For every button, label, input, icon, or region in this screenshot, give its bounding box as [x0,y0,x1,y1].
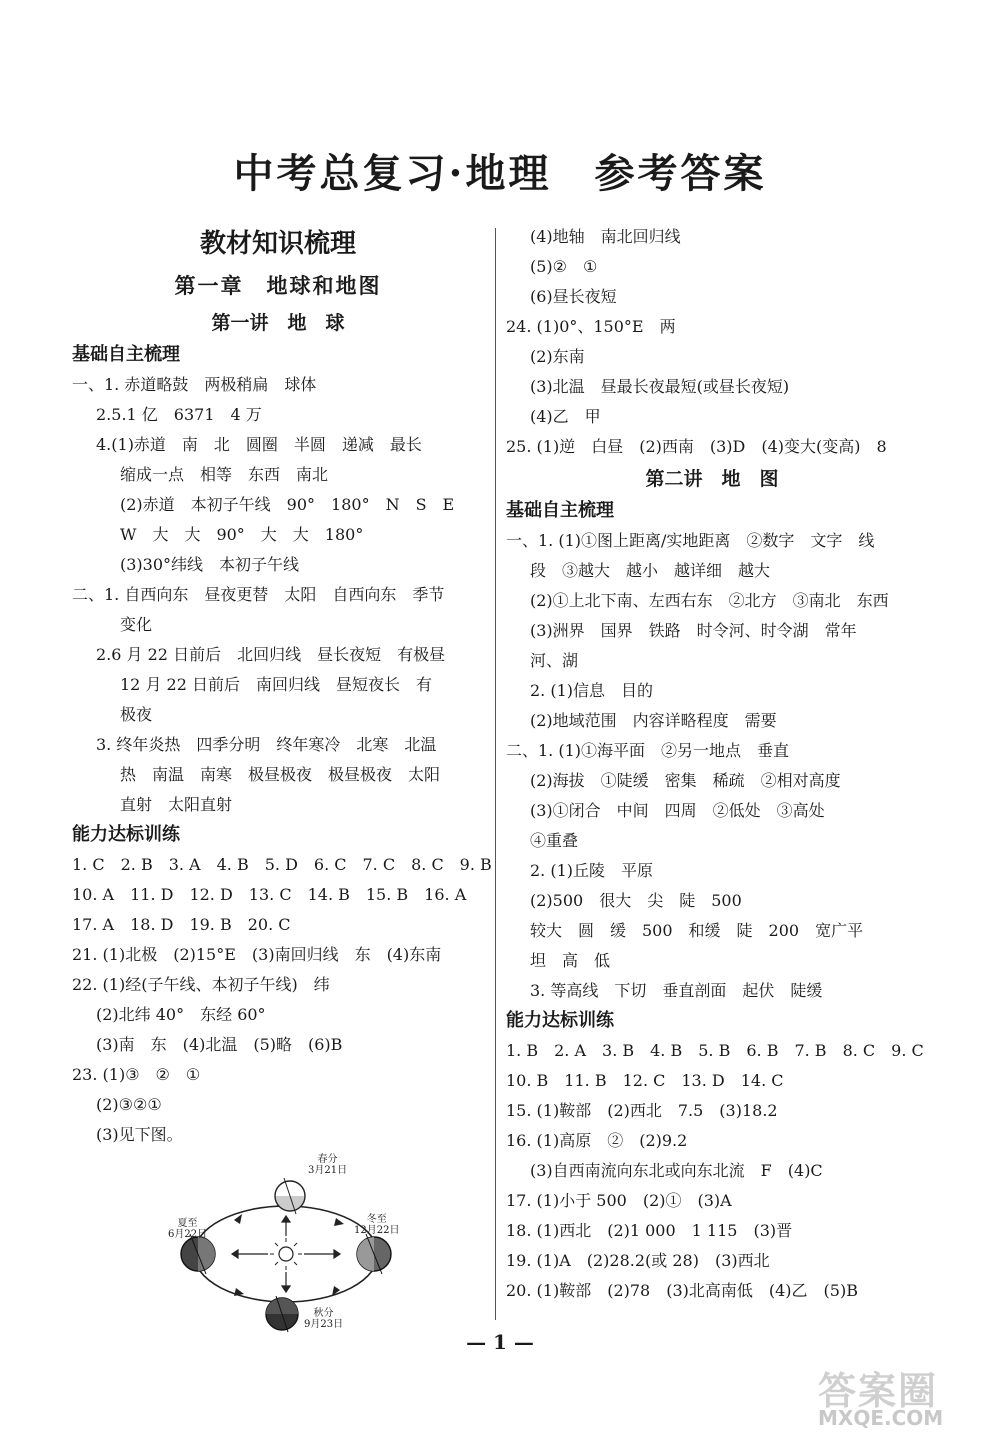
answer-line: (2)赤道 本初子午线 90° 180° N S E [120,495,455,514]
answer-line: 3. 等高线 下切 垂直剖面 起伏 陡缓 [530,981,823,1000]
spring-name: 春分 [317,1154,338,1165]
lecture-heading-2: 第二讲 地 图 [645,468,779,490]
subheading-basic-2: 基础自主梳理 [506,500,614,521]
answer-line: 二、1. 自西向东 昼夜更替 太阳 自西向东 季节 [72,585,445,604]
winter-label [354,1214,399,1236]
answer-line: 19. (1)A (2)28.2(或 28) (3)西北 [506,1251,770,1270]
answer-line: (5)② ① [530,257,598,276]
watermark-url: MXQE.COM [818,1406,944,1430]
answer-line: (3)北温 昼最长夜最短(或昼长夜短) [530,377,790,396]
answer-line: 一、1. (1)①图上距离/实地距离 ②数字 文字 线 [506,531,875,550]
answer-line: (2)500 很大 尖 陡 500 [530,891,742,910]
answer-line: (2)海拔 ①陡缓 密集 稀疏 ②相对高度 [530,771,841,790]
answer-line: 缩成一点 相等 东西 南北 [120,465,329,484]
answer-line: 3. 终年炎热 四季分明 终年寒冷 北寒 北温 [96,735,437,754]
answer-line: 10. B 11. B 12. C 13. D 14. C [506,1071,784,1090]
answer-line: 较大 圆 缓 500 和缓 陡 200 宽广平 [530,921,864,940]
answer-line: (2)北纬 40° 东经 60° [96,1005,266,1024]
winter-date: 12月22日 [354,1225,400,1236]
answer-line: (2)③②① [96,1095,162,1114]
spring-label [308,1154,347,1176]
answer-line: 变化 [120,615,153,634]
winter-name: 冬至 [366,1214,387,1225]
autumn-label [304,1308,343,1330]
answer-line: (3)自西南流向东北或向东北流 F (4)C [530,1161,823,1180]
answer-line: 17. (1)小于 500 (2)① (3)A [506,1191,732,1210]
answer-line: 2. (1)信息 目的 [530,681,654,700]
autumn-date: 9月23日 [304,1319,344,1330]
right-column [506,222,924,1306]
answer-line: 2. (1)丘陵 平原 [530,861,654,880]
page-number: — 1 — [466,1330,534,1354]
section-heading: 教材知识梳理 [199,229,356,259]
answer-line: 18. (1)西北 (2)1 000 1 115 (3)晋 [506,1221,793,1240]
answer-line: (4)地轴 南北回归线 [530,227,681,246]
answer-line: 25. (1)逆 白昼 (2)西南 (3)D (4)变大(变高) 8 [506,437,887,456]
subheading-basic: 基础自主梳理 [72,344,180,365]
answer-line: (3)洲界 国界 铁路 时令河、时令湖 常年 [530,621,857,640]
answer-line: 极夜 [120,705,153,724]
answer-line: 12 月 22 日前后 南回归线 昼短夜长 有 [120,675,432,694]
answer-line: (6)昼长夜短 [530,287,617,306]
answer-line: (3)30°纬线 本初子午线 [120,555,300,574]
left-column [72,222,492,1346]
earth-orbit-figure [72,1150,484,1346]
answer-line: (2)①上北下南、左西右东 ②北方 ③南北 东西 [530,591,889,610]
answer-line: 河、湖 [530,651,579,670]
answer-line: 2.5.1 亿 6371 4 万 [96,405,262,424]
column-divider [495,228,496,1320]
answer-line: 1. B 2. A 3. B 4. B 5. B 6. B 7. B 8. C 9. C [506,1041,924,1060]
answer-line: (2)地域范围 内容详略程度 需要 [530,711,777,730]
subheading-training: 能力达标训练 [72,824,180,845]
answer-line: (2)东南 [530,347,585,366]
subheading-training-2: 能力达标训练 [506,1010,614,1031]
watermark-logo: 答案圈 [818,1369,939,1413]
answer-line: 坦 高 低 [530,951,611,970]
answer-line: 10. A 11. D 12. D 13. C 14. B 15. B 16. A [72,885,467,904]
page-title: 中考总复习·地理 参考答案 [233,150,767,197]
answer-line: ④重叠 [530,831,579,850]
answer-line: (3)南 东 (4)北温 (5)略 (6)B [96,1035,343,1054]
answer-line: 2.6 月 22 日前后 北回归线 昼长夜短 有极昼 [96,645,446,664]
chapter-heading: 第一章 地球和地图 [174,273,382,298]
answer-line: (3)①闭合 中间 四周 ②低处 ③高处 [530,801,825,820]
answer-line: 21. (1)北极 (2)15°E (3)南回归线 东 (4)东南 [72,945,442,964]
answer-line: 15. (1)鞍部 (2)西北 7.5 (3)18.2 [506,1101,778,1120]
spring-date: 3月21日 [308,1165,348,1176]
autumn-name: 秋分 [313,1308,334,1319]
answer-line: 热 南温 南寒 极昼极夜 极昼极夜 太阳 [120,765,441,784]
answer-line: 16. (1)高原 ② (2)9.2 [506,1131,688,1150]
summer-date: 6月22日 [168,1229,208,1240]
answer-line: (4)乙 甲 [530,407,601,426]
answer-line: (3)见下图。 [96,1125,183,1144]
answer-line: W 大 大 90° 大 大 180° [120,525,364,544]
answer-line: 段 ③越大 越小 越详细 越大 [530,561,771,580]
answer-line: 二、1. (1)①海平面 ②另一地点 垂直 [506,741,790,760]
answer-line: 20. (1)鞍部 (2)78 (3)北高南低 (4)乙 (5)B [506,1281,858,1300]
answer-line: 22. (1)经(子午线、本初子午线) 纬 [72,975,330,994]
watermark [818,1360,988,1432]
orbit-diagram [176,1158,406,1344]
summer-name: 夏至 [177,1218,198,1229]
answer-line: 一、1. 赤道略鼓 两极稍扁 球体 [72,375,317,394]
answer-line: 17. A 18. D 19. B 20. C [72,915,291,934]
answer-line: 4.(1)赤道 南 北 圆圈 半圆 递减 最长 [96,435,422,454]
answer-line: 直射 太阳直射 [120,795,233,814]
answer-line: 23. (1)③ ② ① [72,1065,201,1084]
lecture-heading-1: 第一讲 地 球 [211,312,345,334]
summer-label [168,1218,207,1240]
answer-line: 24. (1)0°、150°E 两 [506,317,676,336]
answer-line: 1. C 2. B 3. A 4. B 5. D 6. C 7. C 8. C 9. B [72,855,492,874]
